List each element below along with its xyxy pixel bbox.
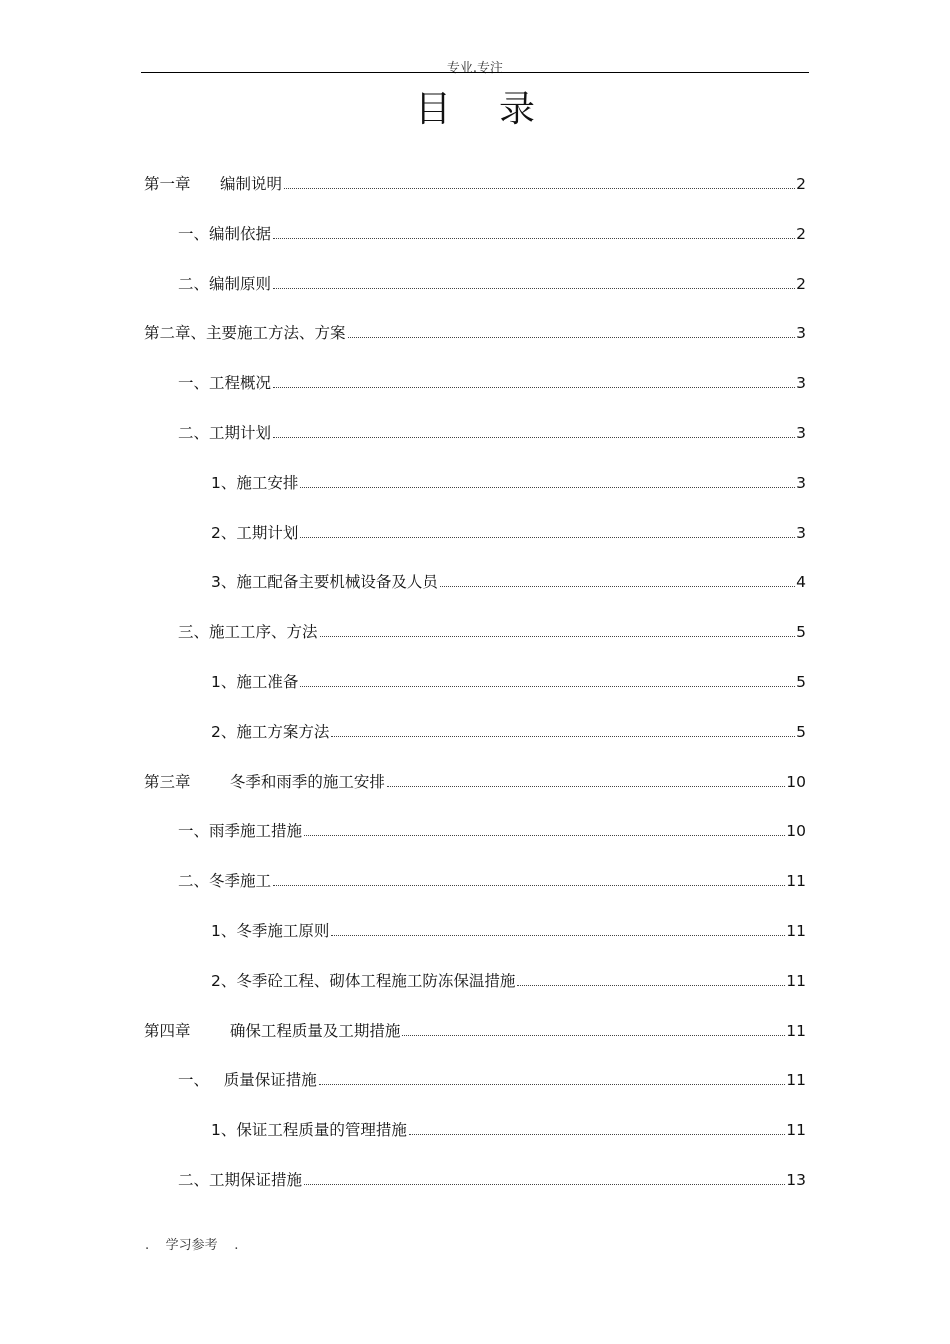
toc-entry[interactable] xyxy=(178,373,806,393)
toc-leader-dots xyxy=(440,586,795,587)
toc-entry-page: 11 xyxy=(786,922,806,940)
toc-leader-dots xyxy=(348,337,796,338)
toc-entry-label: 二、冬季施工 xyxy=(178,872,272,891)
toc-entry-label: 二、编制原则 xyxy=(178,274,272,293)
toc-entry-label: 第一章 编制说明 xyxy=(144,175,283,193)
toc-entry-page: 2 xyxy=(796,224,806,243)
toc-entry-page: 5 xyxy=(796,623,806,642)
toc-leader-dots xyxy=(284,188,795,189)
toc-entry[interactable] xyxy=(211,722,806,742)
toc-entry[interactable] xyxy=(211,921,806,941)
toc-leader-dots xyxy=(319,1084,785,1085)
toc-leader-dots xyxy=(409,1134,785,1135)
toc-entry-page: 3 xyxy=(796,424,806,442)
toc-entry-page: 11 xyxy=(786,1071,806,1090)
toc-leader-dots xyxy=(331,736,795,737)
toc-entry-label: 1、施工安排 xyxy=(211,473,299,492)
page-footer: . 学习参考 . xyxy=(145,1238,239,1253)
toc-entry[interactable] xyxy=(178,871,806,891)
toc-entry-label: 一、 质量保证措施 xyxy=(178,1071,317,1090)
toc-entry-label: 一、工程概况 xyxy=(178,374,272,393)
toc-entry[interactable] xyxy=(178,224,806,244)
toc-entry-label: 二、工期保证措施 xyxy=(178,1171,303,1189)
toc-leader-dots xyxy=(387,786,785,787)
toc-entry[interactable] xyxy=(211,572,806,592)
toc-leader-dots xyxy=(273,238,795,239)
toc-entry[interactable] xyxy=(211,1120,806,1140)
toc-entry[interactable] xyxy=(178,821,806,841)
toc-entry-label: 2、施工方案方法 xyxy=(211,722,330,741)
page-header: 专业.专注 xyxy=(446,61,504,76)
toc-entry-page: 5 xyxy=(796,673,806,691)
toc-entry-label: 三、施工工序、方法 xyxy=(178,623,318,642)
toc-entry-page: 11 xyxy=(786,872,806,891)
toc-entry-label: 第三章 冬季和雨季的施工安排 xyxy=(144,772,385,791)
toc-entry[interactable] xyxy=(211,672,806,692)
toc-leader-dots xyxy=(273,437,795,438)
toc-leader-dots xyxy=(304,835,785,836)
toc-leader-dots xyxy=(331,935,785,936)
toc-entry-page: 3 xyxy=(796,523,806,542)
toc-entry-page: 3 xyxy=(796,324,806,343)
toc-entry-page: 3 xyxy=(796,374,806,393)
toc-entry-label: 2、工期计划 xyxy=(211,523,299,542)
toc-leader-dots xyxy=(320,636,796,637)
toc-entry[interactable] xyxy=(178,622,806,642)
toc-entry-page: 2 xyxy=(796,274,806,293)
toc-entry-page: 10 xyxy=(786,822,806,841)
toc-entry-label: 3、施工配备主要机械设备及人员 xyxy=(211,573,438,592)
toc-entry[interactable] xyxy=(178,1070,806,1090)
toc-title: 目录 xyxy=(414,89,583,130)
toc-entry-page: 4 xyxy=(796,573,806,592)
toc-entry-page: 13 xyxy=(786,1171,806,1189)
toc-entry-label: 1、冬季施工原则 xyxy=(211,922,330,940)
toc-entry-label: 一、编制依据 xyxy=(178,224,272,243)
toc-entry[interactable] xyxy=(211,971,806,991)
toc-entry-page: 11 xyxy=(786,1021,806,1040)
toc-leader-dots xyxy=(402,1035,785,1036)
toc-entry-label: 1、施工准备 xyxy=(211,673,299,691)
toc-leader-dots xyxy=(273,885,785,886)
toc-entry-label: 一、雨季施工措施 xyxy=(178,822,303,841)
toc-entry[interactable] xyxy=(144,772,806,792)
toc-leader-dots xyxy=(517,985,785,986)
toc-entry-page: 11 xyxy=(786,971,806,990)
toc-entry[interactable] xyxy=(178,423,806,443)
header-rule xyxy=(141,72,809,73)
toc-entry-label: 第二章、主要施工方法、方案 xyxy=(144,324,346,343)
toc-entry[interactable] xyxy=(144,174,806,194)
toc-leader-dots xyxy=(304,1184,785,1185)
toc-entry[interactable] xyxy=(178,1170,806,1190)
toc-leader-dots xyxy=(273,387,795,388)
toc-entry[interactable] xyxy=(178,274,806,294)
toc-entry-page: 11 xyxy=(786,1121,806,1140)
toc-entry-page: 5 xyxy=(796,722,806,741)
toc-entry[interactable] xyxy=(144,1021,806,1041)
toc-entry-label: 2、冬季砼工程、砌体工程施工防冻保温措施 xyxy=(211,971,516,990)
toc-entry-page: 10 xyxy=(786,772,806,791)
toc-entry-label: 1、保证工程质量的管理措施 xyxy=(211,1121,407,1140)
toc-leader-dots xyxy=(273,288,795,289)
toc-entry-page: 2 xyxy=(796,175,806,193)
toc-leader-dots xyxy=(300,487,795,488)
toc-entry-label: 二、工期计划 xyxy=(178,424,272,442)
toc-entry[interactable] xyxy=(211,473,806,493)
toc-leader-dots xyxy=(300,686,795,687)
toc-leader-dots xyxy=(300,537,795,538)
toc-entry[interactable] xyxy=(144,323,806,343)
toc-entry-page: 3 xyxy=(796,473,806,492)
toc-entry-label: 第四章 确保工程质量及工期措施 xyxy=(144,1021,401,1040)
toc-entry[interactable] xyxy=(211,523,806,543)
